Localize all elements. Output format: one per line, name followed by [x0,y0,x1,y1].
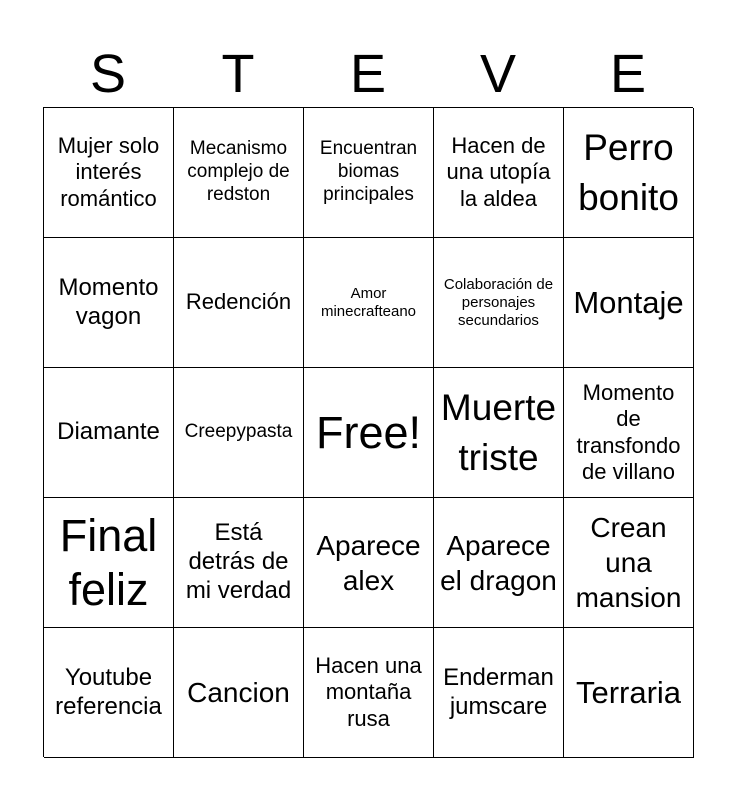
header-letter-e: E [349,44,387,104]
bingo-cell[interactable]: Aparece el dragon [434,498,564,628]
bingo-cell[interactable]: Aparece alex [304,498,434,628]
bingo-cell[interactable]: Momento vagon [44,238,174,368]
bingo-cell[interactable]: Mujer solo interés romántico [44,108,174,238]
bingo-cell[interactable]: Redención [174,238,304,368]
bingo-cell[interactable]: Mecanismo complejo de redston [174,108,304,238]
bingo-cell[interactable]: Está detrás de mi verdad [174,498,304,628]
bingo-cell[interactable]: Muerte triste [434,368,564,498]
bingo-board [43,107,693,757]
header-letter-t: T [221,44,255,104]
header-letter-v: V [479,44,517,104]
bingo-cell[interactable]: Amor minecrafteano [304,238,434,368]
bingo-cell[interactable]: Final feliz [44,498,174,628]
header-letter-e2: E [609,44,647,104]
bingo-cell[interactable]: Youtube referencia [44,628,174,758]
bingo-cell[interactable]: Diamante [44,368,174,498]
free-space-cell[interactable]: Free! [304,368,434,498]
bingo-cell[interactable]: Hacen de una utopía la aldea [434,108,564,238]
bingo-cell[interactable]: Encuentran biomas principales [304,108,434,238]
bingo-cell[interactable]: Colaboración de personajes secundarios [434,238,564,368]
bingo-cell[interactable]: Momento de transfondo de villano [564,368,694,498]
bingo-cell[interactable]: Enderman jumscare [434,628,564,758]
bingo-cell[interactable]: Terraria [564,628,694,758]
bingo-cell[interactable]: Montaje [564,238,694,368]
bingo-cell[interactable]: Perro bonito [564,108,694,238]
bingo-cell[interactable]: Creepypasta [174,368,304,498]
header-letter-s: S [89,44,127,104]
bingo-cell[interactable]: Hacen una montaña rusa [304,628,434,758]
bingo-cell[interactable]: Cancion [174,628,304,758]
bingo-header [43,40,693,108]
bingo-cell[interactable]: Crean una mansion [564,498,694,628]
